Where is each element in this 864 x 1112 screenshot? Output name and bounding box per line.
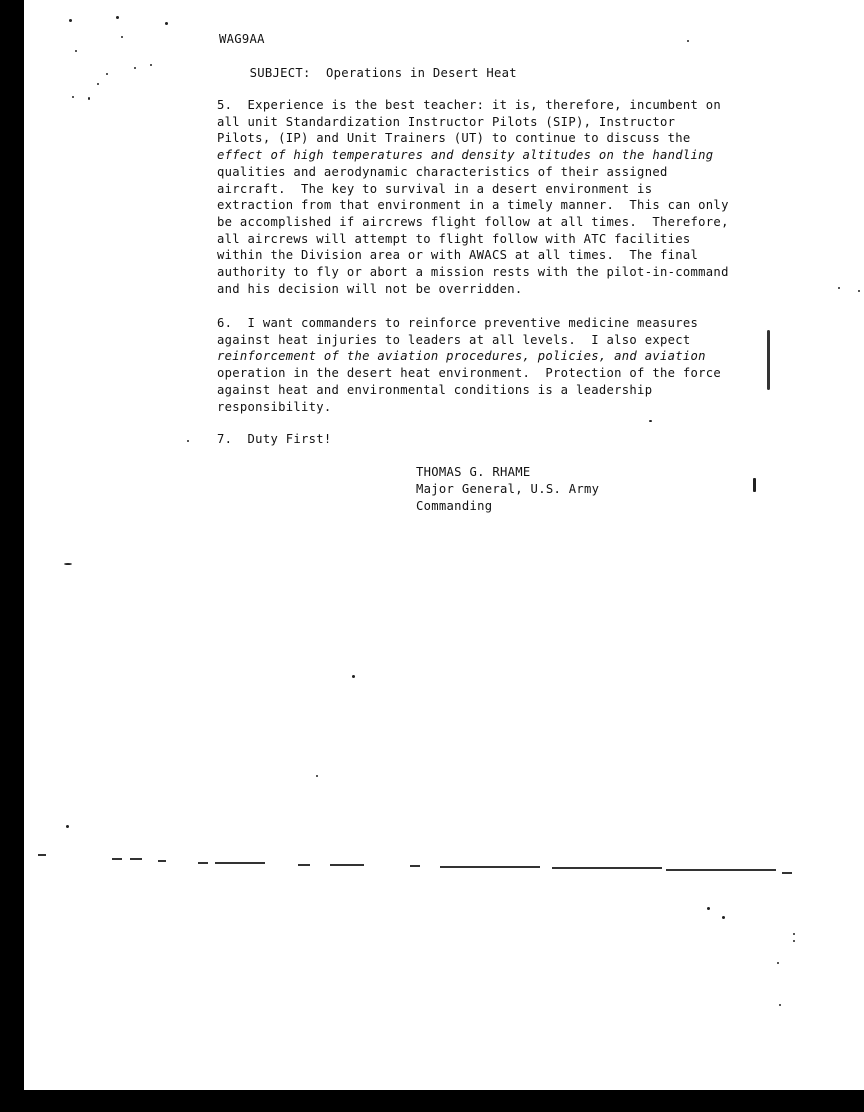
scan-speck: [72, 96, 74, 98]
scan-speck: [779, 1004, 781, 1006]
scan-dash: [130, 858, 142, 860]
paragraph-5-line: 5. Experience is the best teacher: it is, therefore, incumbent on: [217, 98, 722, 112]
scan-speck: [793, 940, 795, 942]
paragraph-6-line: 6. I want commanders to reinforce preventive medicine measures: [217, 316, 699, 330]
subject-text: Operations in Desert Heat: [325, 65, 517, 80]
document-code: WAG9AA: [219, 32, 265, 46]
scan-speck: [75, 50, 77, 52]
scan-speck: [793, 933, 795, 935]
scan-margin-mark: [753, 478, 756, 492]
paragraph-5-line: effect of high temperatures and density altitudes on the handling: [217, 148, 714, 163]
paragraph-5-line: extraction from that environment in a timely manner. This can only: [217, 198, 729, 213]
paragraph-6-line: against heat injuries to leaders at all levels. I also expect: [217, 332, 691, 347]
paragraph-5-line: all unit Standardization Instructor Pilots (SIP), Instructor: [217, 114, 676, 129]
scan-dash: [666, 869, 776, 871]
scan-dash: [330, 864, 364, 866]
scan-speck: [687, 40, 689, 42]
paragraph-7: 7. Duty First!: [217, 432, 332, 446]
paragraph-6-line: against heat and environmental conditions is a leadership: [217, 382, 653, 397]
paragraph-6: [217, 315, 721, 415]
scan-dash: [410, 865, 420, 867]
scan-speck: [858, 290, 860, 292]
scan-dash: [440, 866, 540, 868]
paragraph-6-line: operation in the desert heat environment. Protection of the force: [217, 366, 722, 381]
scan-speck: [707, 907, 710, 910]
scan-speck: [134, 67, 136, 69]
scan-speck: [97, 83, 99, 85]
scan-dash: [38, 854, 46, 856]
scan-speck: [777, 962, 779, 964]
paragraph-6-line: responsibility.: [217, 399, 332, 414]
scan-dash: [298, 864, 310, 866]
scan-speck: [722, 916, 725, 919]
scan-speck: [150, 64, 152, 66]
scan-dash: [215, 862, 265, 864]
scan-speck: [316, 775, 318, 777]
paragraph-5-line: and his decision will not be overridden.: [217, 281, 523, 296]
signature-rank: Major General, U.S. Army: [416, 482, 600, 496]
scan-bottom-border: [0, 1090, 864, 1112]
scan-speck: [352, 675, 355, 678]
scan-speck: [106, 73, 108, 75]
paragraph-5-line: within the Division area or with AWACS at all times. The final: [217, 248, 699, 263]
scan-speck: [187, 440, 189, 442]
subject-label: SUBJECT:: [249, 65, 311, 80]
scan-speck: [88, 97, 90, 100]
paragraph-5: [217, 97, 729, 297]
scan-left-border: [0, 0, 24, 1112]
scan-margin-mark: [767, 330, 770, 390]
paragraph-5-line: authority to fly or abort a mission rests with the pilot-in-command: [217, 265, 729, 280]
scan-dash: [198, 862, 208, 864]
scan-speck: [64, 563, 72, 565]
scan-dash: [112, 858, 122, 860]
scan-speck: [116, 16, 119, 19]
paragraph-5-line: be accomplished if aircrews flight follow at all times. Therefore,: [217, 214, 729, 229]
scan-dash: [158, 860, 166, 862]
scan-dash: [552, 867, 662, 869]
paragraph-5-line: all aircrews will attempt to flight follow with ATC facilities: [217, 231, 691, 246]
signature-role: Commanding: [416, 499, 493, 513]
scan-speck: [165, 22, 168, 25]
scan-speck: [838, 287, 840, 289]
scan-speck: [121, 36, 123, 38]
scan-speck: [649, 420, 652, 422]
paragraph-6-line: reinforcement of the aviation procedures, policies, and aviation: [217, 349, 706, 364]
subject-line: [219, 48, 517, 98]
scan-speck: [69, 19, 72, 22]
paragraph-5-line: qualities and aerodynamic characteristics of their assigned: [217, 164, 668, 179]
scan-speck: [66, 825, 69, 828]
paragraph-5-line: aircraft. The key to survival in a desert environment is: [217, 181, 653, 196]
scan-dash: [782, 872, 792, 874]
paragraph-5-line: Pilots, (IP) and Unit Trainers (UT) to continue to discuss the: [217, 131, 691, 146]
signature-name: THOMAS G. RHAME: [416, 465, 531, 479]
